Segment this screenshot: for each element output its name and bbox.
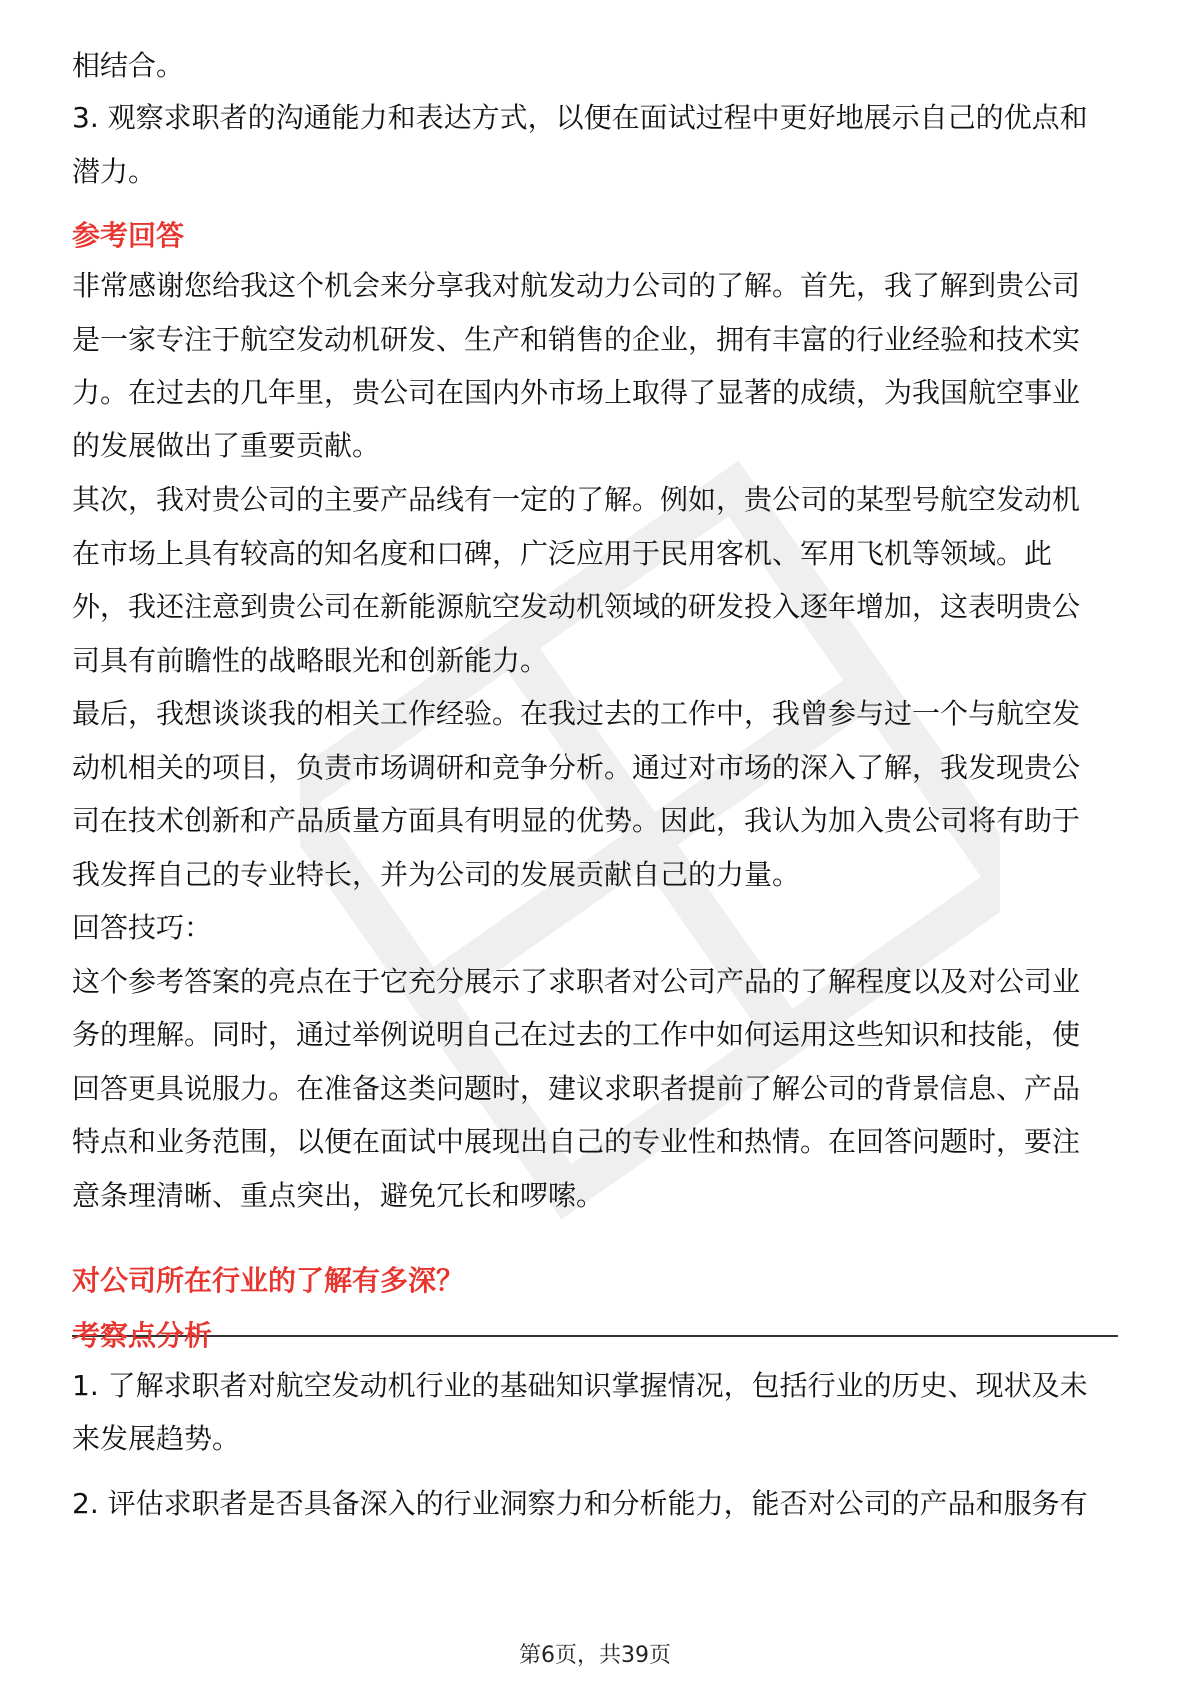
text-line: 这个参考答案的亮点在于它充分展示了求职者对公司产品的了解程度以及对公司业 [72, 965, 1081, 998]
text-line: 最后，我想谈谈我的相关工作经验。在我过去的工作中，我曾参与过一个与航空发 [72, 697, 1081, 730]
analysis-heading: 考察点分析 [72, 1319, 213, 1352]
question-heading: 对公司所在行业的了解有多深？ [72, 1264, 465, 1297]
text-line: 相结合。 [72, 49, 185, 82]
text-line: 力。在过去的几年里，贵公司在国内外市场上取得了显著的成绩，为我国航空事业 [72, 376, 1081, 409]
tips-label: 回答技巧： [72, 911, 213, 944]
text-line: 回答更具说服力。在准备这类问题时，建议求职者提前了解公司的背景信息、产品 [72, 1072, 1081, 1105]
text-line: 意条理清晰、重点突出，避免冗长和啰嗦。 [72, 1179, 605, 1212]
page-number: 第6页，共39页 [519, 1643, 671, 1668]
text-line: 在市场上具有较高的知名度和口碑，广泛应用于民用客机、军用飞机等领域。此 [72, 537, 1053, 570]
text-line: 来发展趋势。 [72, 1422, 241, 1455]
text-line: 我发挥自己的专业特长，并为公司的发展贡献自己的力量。 [72, 858, 801, 891]
reference-answer-heading: 参考回答 [72, 219, 185, 252]
text-line: 1. 了解求职者对航空发动机行业的基础知识掌握情况，包括行业的历史、现状及未 [72, 1369, 1088, 1402]
text-line: 司在技术创新和产品质量方面具有明显的优势。因此，我认为加入贵公司将有助于 [72, 804, 1081, 837]
text-line: 3. 观察求职者的沟通能力和表达方式，以便在面试过程中更好地展示自己的优点和 [72, 101, 1088, 134]
text-line: 务的理解。同时，通过举例说明自己在过去的工作中如何运用这些知识和技能，使 [72, 1018, 1081, 1051]
text-line: 动机相关的项目，负责市场调研和竞争分析。通过对市场的深入了解，我发现贵公 [72, 751, 1081, 784]
text-line: 是一家专注于航空发动机研发、生产和销售的企业，拥有丰富的行业经验和技术实 [72, 323, 1081, 356]
text-line: 2. 评估求职者是否具备深入的行业洞察力和分析能力，能否对公司的产品和服务有 [72, 1487, 1088, 1520]
text-line: 潜力。 [72, 155, 157, 188]
text-line: 司具有前瞻性的战略眼光和创新能力。 [72, 644, 549, 677]
text-line: 外，我还注意到贵公司在新能源航空发动机领域的研发投入逐年增加，这表明贵公 [72, 590, 1081, 623]
text-line: 的发展做出了重要贡献。 [72, 429, 381, 462]
text-line: 非常感谢您给我这个机会来分享我对航发动力公司的了解。首先，我了解到贵公司 [72, 269, 1081, 302]
text-line: 特点和业务范围，以便在面试中展现出自己的专业性和热情。在回答问题时，要注 [72, 1125, 1081, 1158]
text-line: 其次，我对贵公司的主要产品线有一定的了解。例如，贵公司的某型号航空发动机 [72, 483, 1081, 516]
